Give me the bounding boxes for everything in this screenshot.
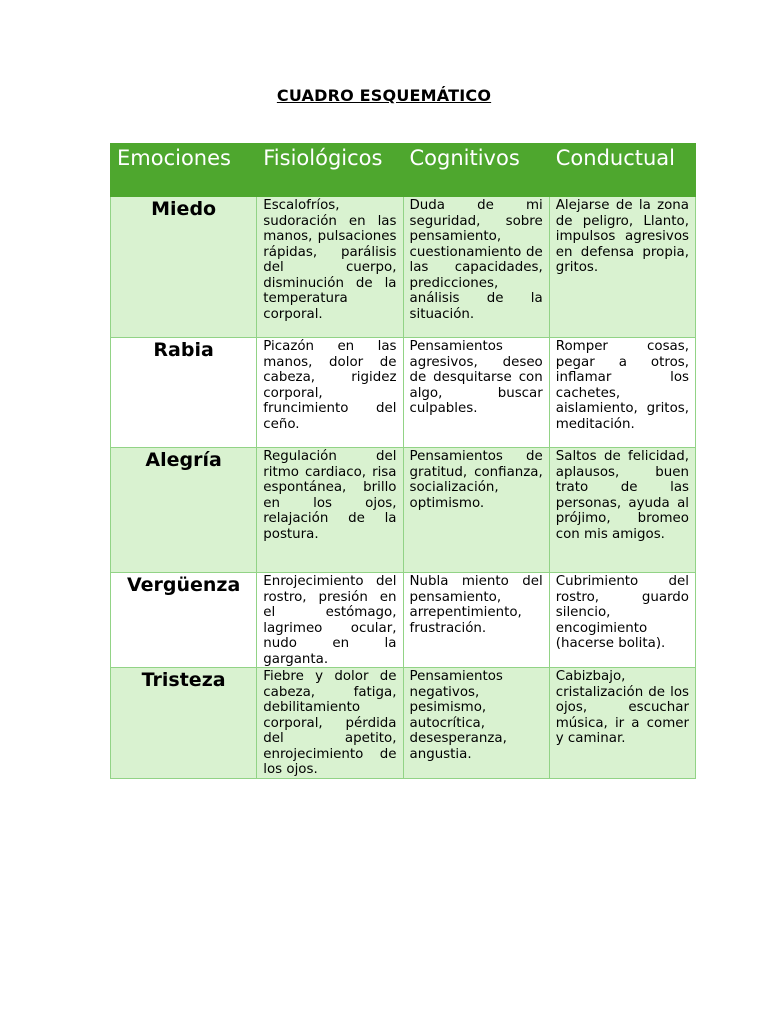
emotion-cell: Tristeza [111, 668, 257, 779]
conductual-cell: Saltos de felicidad, aplausos, buen trato de las personas, ayuda al prójimo, bromeo con mis amigos. [549, 448, 695, 573]
table-row-tristeza [111, 668, 696, 779]
table-row-miedo [111, 197, 696, 338]
header-fisiologicos: Fisiológicos [257, 144, 403, 197]
conductual-cell: Romper cosas, pegar a otros, inflamar los cachetes, aislamiento, gritos, meditación. [549, 338, 695, 448]
header-conductual: Conductual [549, 144, 695, 197]
header-cognitivos: Cognitivos [403, 144, 549, 197]
document-title: CUADRO ESQUEMÁTICO [276, 86, 492, 105]
conductual-cell: Cubrimiento del rostro, guardo silencio, encogimiento (hacerse bolita). [549, 573, 695, 668]
header-row [111, 144, 696, 197]
header-emociones: Emociones [111, 144, 257, 197]
emotion-cell: Alegría [111, 448, 257, 573]
cognitivos-cell: Nubla miento del pensamiento, arrepentimiento, frustración. [403, 573, 549, 668]
cognitivos-cell: Pensamientos negativos, pesimismo, autocrítica, desesperanza, angustia. [403, 668, 549, 779]
table-body [111, 197, 696, 779]
cognitivos-cell: Pensamientos agresivos, deseo de desquitarse con algo, buscar culpables. [403, 338, 549, 448]
cognitivos-cell: Pensamientos de gratitud, confianza, socialización, optimismo. [403, 448, 549, 573]
emotion-cell: Rabia [111, 338, 257, 448]
cognitivos-cell: Duda de mi seguridad, sobre pensamiento, cuestionamiento de las capacidades, predicciones, análisis de la situación. [403, 197, 549, 338]
table-row-rabia [111, 338, 696, 448]
table-header [111, 144, 696, 197]
emotion-cell: Vergüenza [111, 573, 257, 668]
fisiologicos-cell: Escalofríos, sudoración en las manos, pulsaciones rápidas, parálisis del cuerpo, disminución de la temperatura corporal. [257, 197, 403, 338]
conductual-cell: Cabizbajo, cristalización de los ojos, escuchar música, ir a comer y caminar. [549, 668, 695, 779]
fisiologicos-cell: Regulación del ritmo cardiaco, risa espontánea, brillo en los ojos, relajación de la postura. [257, 448, 403, 573]
fisiologicos-cell: Fiebre y dolor de cabeza, fatiga, debilitamiento corporal, pérdida del apetito, enrojecimiento de los ojos. [257, 668, 403, 779]
fisiologicos-cell: Picazón en las manos, dolor de cabeza, rigidez corporal, fruncimiento del ceño. [257, 338, 403, 448]
emotion-cell: Miedo [111, 197, 257, 338]
table-row-verguenza [111, 573, 696, 668]
emotions-table [110, 143, 696, 779]
table-row-alegria [111, 448, 696, 573]
conductual-cell: Alejarse de la zona de peligro, Llanto, impulsos agresivos en defensa propia, gritos. [549, 197, 695, 338]
fisiologicos-cell: Enrojecimiento del rostro, presión en el estómago, lagrimeo ocular, nudo en la garganta. [257, 573, 403, 668]
